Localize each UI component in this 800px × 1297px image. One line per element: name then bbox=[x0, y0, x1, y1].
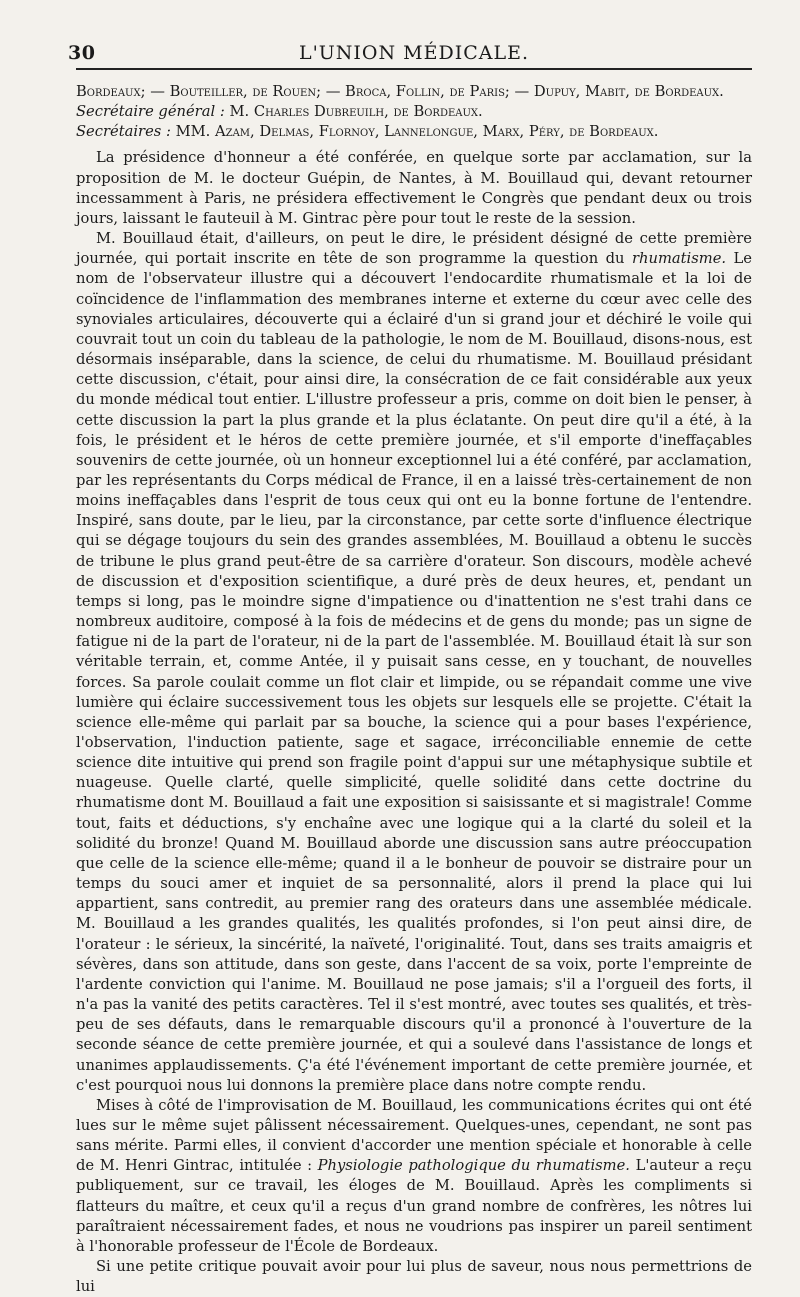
secretaires-label: Secrétaires : bbox=[76, 123, 171, 141]
secretaire-general-line bbox=[76, 102, 752, 122]
secretaire-general-label: Secrétaire général : bbox=[76, 103, 225, 121]
article-body bbox=[76, 82, 752, 1297]
rhumatisme-term: rhumatisme. bbox=[632, 250, 727, 268]
paragraph-presidence: La présidence d'honneur a été conférée, en quelque sorte par acclamation, sur la proposition de M. le docteur Guépin, de Nantes, à M. Bouillaud qui, devant retourner incessamment à Paris, ne présidera effectivement le Congrès que pendant deux ou trois jours, laissant le fauteuil à M. Gintrac père pour tout le reste de la session. bbox=[76, 149, 752, 227]
paragraph-critique: Si une petite critique pouvait avoir pour lui plus de saveur, nous nous permettrions de lui bbox=[76, 1258, 752, 1296]
paragraph-communications bbox=[76, 1096, 752, 1257]
gintrac-title: Physiologie pathologique du rhumatisme. bbox=[317, 1157, 630, 1175]
paragraph-bouillaud bbox=[76, 229, 752, 1096]
paragraph-communications-intro: Mises à côté de l'improvisation de M. Bouillaud, les communications écrites qui ont été lues sur le même sujet pâlissent nécessairement. Quelques-unes, cependant, ne sont pas sans mérite. Parmi elles, il convient d'accorder une mention spéciale et honorable à celle de M. Henri Gintrac, intitulée : bbox=[76, 1096, 752, 1175]
paragraph-bouillaud-intro: M. Bouillaud était, d'ailleurs, on peut le dire, le président désigné de cette première journée, qui portait inscrite en tête de son programme la question du bbox=[76, 230, 752, 268]
running-head-title: L'UNION MÉDICALE. bbox=[298, 42, 530, 64]
committee-members-line: Bordeaux; — Bouteiller, de Rouen; — Broca, Follin, de Paris; — Dupuy, Mabit, de Bordeaux. bbox=[76, 83, 724, 100]
page-header bbox=[68, 40, 752, 70]
paragraph-bouillaud-body: Le nom de l'observateur illustre qui a découvert l'endocardite rhumatismale et la loi de coïncidence de l'inflammation des membranes interne et externe du cœur avec celle des synoviales articulaires, découverte qui a éclairé d'un si grand jour et déchiré le voile qui couvrait tout un coin du tableau de la pathologie, le nom de M. Bouillaud, disons-nous, est désormais inséparable, dans la science, de celui du rhumatisme. M. Bouillaud présidant cette discussion, c'était, pour ainsi dire, la consécration de ce fait considérable aux yeux du monde médical tout entier. L'illustre professeur a pris, comme on doit bien le penser, à cette discussion la part la plus grande et la plus éclatante. On peut dire qu'il a été, à la fois, le président et le héros de cette première journée, et s'il emporte d'ineffaçables souvenirs de cette journée, où un honneur exceptionnel lui a été conféré, par acclamation, par les représentants du Corps médical de France, il en a laissé très-certainement de non moins ineffaçables dans l'esprit de tous ceux qui ont eu la bonne fortune de l'entendre. Inspiré, sans doute, par le lieu, par la circonstance, par cette sorte d'influence électrique qui se dégage toujours du sein des grandes assemblées, M. Bouillaud a obtenu le succès de tribune le plus grand peut-être de sa carrière d'orateur. Son discours, modèle achevé de discussion et d'exposition scientifique, a duré près de deux heures, et, pendant un temps si long, pas le moindre signe d'impatience ou d'inattention ne s'est trahi dans ce nombreux auditoire, composé à la fois de médecins et de gens du monde; pas un signe de fatigue ni de la part de l'orateur, ni de la part de l'assemblée. M. Bouillaud était là sur son véritable terrain, et, comme Antée, il y puisait sans cesse, en y touchant, de nouvelles forces. Sa parole coulait comme un flot clair et limpide, ou se répandait comme une vive lumière qui éclaire successivement tous les objets sur lesquels elle se projette. C'était la science elle-même qui parlait par sa bouche, la science qui a pour bases l'expérience, l'observation, l'induction patiente, sage et sagace, irréconciliable ennemie de cette science dite intuitive qui prend son fragile point d'appui sur une métaphysique subtile et nuageuse. Quelle clarté, quelle simplicité, quelle solidité dans cette doctrine du rhumatisme dont M. Bouillaud a fait une exposition si saisissante et si magistrale! Comme tout, faits et déductions, s'y enchaîne avec une logique qui a la clarté du soleil et la solidité du bronze! Quand M. Bouillaud aborde une discussion sans autre préoccupation que celle de la science elle-même; quand il a le bonheur de pouvoir se distraire pour un temps du souci amer et inquiet de sa personnalité, alors il prend la place qui lui appartient, sans contredit, au premier rang des orateurs dans une assemblée médicale. M. Bouillaud a les grandes qualités, les qualités profondes, si l'on peut ainsi dire, de l'orateur : le sérieux, la sincérité, la naïveté, l'originalité. Tout, dans ses traits amaigris et sévères, dans son attitude, dans son geste, dans l'accent de sa voix, porte l'empreinte de l'ardente conviction qui l'anime. M. Bouillaud ne pose jamais; s'il a l'orgueil des forts, il n'a pas la vanité des petits caractères. Tel il s'est montré, avec toutes ses qualités, et très-peu de ses défauts, dans le remarquable discours qu'il a prononcé à l'ouverture de la seconde séance de cette première journée, et qui a soulevé dans l'assistance de longs et unanimes applaudissements. Ç'a été l'événement important de cette première journée, et c'est pourquoi nous lui donnons la première place dans notre compte rendu. bbox=[76, 250, 752, 1094]
committee-list bbox=[76, 82, 752, 142]
secretaires-value: MM. Azam, Delmas, Flornoy, Lannelongue, Marx, Péry, de Bordeaux. bbox=[175, 123, 659, 141]
secretaires-line bbox=[76, 122, 752, 142]
secretaire-general-value: M. Charles Dubreuilh, de Bordeaux. bbox=[229, 103, 483, 121]
page-number: 30 bbox=[68, 42, 96, 64]
paragraph-communications-body: L'auteur a reçu publiquement, sur ce travail, les éloges de M. Bouillaud. Après les compliments si flatteurs du maître, et ceux qu'il a reçus d'un grand nombre de confrères, les nôtres lui paraîtraient nécessairement fades, et nous ne voudrions pas inspirer un pareil sentiment à l'honorable professeur de l'École de Bordeaux. bbox=[76, 1157, 753, 1255]
